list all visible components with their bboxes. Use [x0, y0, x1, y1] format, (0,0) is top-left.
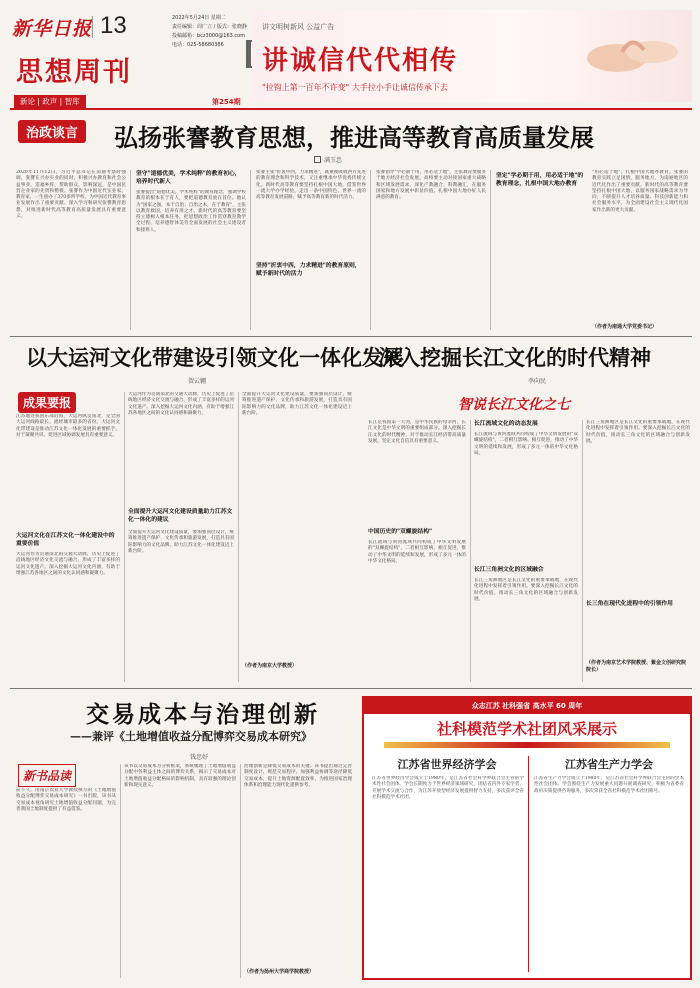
article1-author-note: （作者为南通大学党委书记）	[592, 324, 658, 330]
article2-title: 以大运河文化带建设引领文化一体化发展	[26, 346, 404, 370]
article2-col2: 大运河作为贯通南北的交通大动脉，历史上促进了沿线地区经济文化交流与融合，形成了丰富多样的运河文化遗产。深入挖掘大运河文化内涵，有助于增强江苏各地区之间的文化认同感和凝聚力。	[128, 392, 234, 416]
article3-col3: 长江三角洲地区是长江文化的重要承载地，在现代化进程中发挥着引领作用。要深入挖掘长江文化的时代价值，推动长三角文化的区域融合与创新发展。	[586, 420, 690, 444]
article1-title: 弘扬张謇教育思想，推进高等教育高质量发展	[114, 124, 594, 152]
article3-column-tag: 智说长江文化之七	[458, 397, 570, 413]
article4-col2: 该书以交易成本为分析框架，系统梳理了土地增值收益分配中各利益主体之间的博弈关系，揭示了交易成本对土地增值收益分配格局的影响机制，具有较强的理论创新和现实意义。	[124, 764, 236, 788]
meta-phone: 电话：025-58680386	[172, 42, 224, 48]
section-divider	[10, 688, 692, 689]
article1-subhead-2: 坚持"折衷中西，力求精进"的教育原则，赋予新时代的活力	[256, 263, 361, 277]
article3-subhead-4: 长三角在现代化进程中的引领作用	[586, 601, 673, 607]
article3-byline: 李向民	[528, 378, 547, 385]
col-divider	[120, 764, 121, 978]
box-title: 社科模范学术社团风采展示	[436, 720, 617, 738]
article2-col1: 江苏地处我国东部沿海，大运河纵贯南北，是全国大运河线路最长、流经城市最多的省份。大运河文化带建设是推动江苏文化一体化发展的重要抓手，对于凝聚共识、促进区域协调发展具有重要意义。	[16, 414, 120, 438]
org1-text: 江苏省世界经济学会成立于1980年，是江苏省社会科学界联合会主管的学术性社会团体。学会长期致力于世界经济领域研究，团结省内外专家学者，开展学术交流与合作，为江苏开放型经济发展提供智力支持，多次获评全省社科模范学术社团。	[372, 776, 524, 800]
article2-col3: 全面提升大运河文化建设质量，要加强顶层设计，统筹推进遗产保护、文化传承和旅游发展，打造具有国际影响力的文化品牌，助力江苏文化一体化建设迈上新台阶。	[242, 392, 352, 416]
article4-col1: 前不久，由南京农业大学教授撰写的《土地增值收益分配博弈交易成本研究》一书出版，该书从交易成本视角研究土地增值收益分配问题，为完善我国土地制度提供了有益借鉴。	[16, 788, 116, 812]
header-divider	[92, 16, 93, 38]
article2-subhead-2: 全面提升大运河文化建设质量助力江苏文化一体化的建议	[128, 509, 233, 523]
article3-title: 深入挖掘长江文化的时代精神	[378, 346, 651, 370]
meta-date: 2022年5月24日 星期二	[172, 15, 226, 21]
col-divider	[582, 420, 583, 682]
pinky-promise-hands-image	[582, 16, 682, 96]
article4-col3: 治理创新是降低交易成本的关键。该书提出通过完善制度设计、规范交易程序、加强利益协调等途径降低交易成本，提升土地资源配置效率，为推进国家治理体系和治理能力现代化提供参考。	[244, 764, 352, 788]
box-ribbon	[384, 742, 670, 748]
box-divider	[528, 756, 529, 972]
org2-text: 江苏省生产力学会成立于1980年，是江苏省社会科学界联合会主管的学术性社会团体。学会围绕生产力发展重大问题开展调查研究，积极为省委省政府决策提供咨询服务，多次荣获全省社科模范学术社团称号。	[534, 776, 684, 794]
article2-col2b: 全面提升大运河文化建设质量，要加强顶层设计，统筹推进遗产保护、文化传承和旅游发展，打造具有国际影响力的文化品牌，助力江苏文化一体化建设迈上新台阶。	[128, 530, 234, 554]
article4-author-note: （作者为扬州大学商学院教授）	[244, 969, 315, 975]
ad-banner	[252, 10, 692, 102]
meta-email: 投稿邮箱：bcz3000@163.com	[172, 33, 246, 39]
section-title: 思想周刊	[16, 57, 132, 88]
article1-col2: 张謇提出"道德优美，学术纯粹"的教育理念，强调学校教育的根本在于育人，要把道德教育放在首位。他认为"国家之强，本于自治；自治之本，在于教育"，主张以教育救国，培养有用之才。新时代的高等教育要坚持立德树人根本任务，把思想政治工作贯穿教育教学全过程，培养德智体美劳全面发展的社会主义建设者和接班人。	[136, 190, 246, 233]
org2-title: 江苏省生产力学会	[565, 758, 653, 771]
article3-col2b: 长江三角洲地区是长江文化的重要承载地，在现代化进程中发挥着引领作用。要深入挖掘长江文化的时代价值，推动长三角文化的区域融合与创新发展。	[474, 578, 578, 602]
article2-subhead-1: 大运河文化在江苏文化一体化建设中的重要价值	[16, 533, 115, 547]
article4-byline: 钱忠好	[190, 754, 209, 761]
article2-author-note: （作者为南京大学教授）	[242, 663, 298, 669]
col-divider	[238, 392, 239, 682]
article2-column-tag: 成果要报	[18, 392, 76, 413]
ad-title: 讲诚信代代相传	[262, 46, 459, 76]
article2-col1b: 大运河作为贯通南北的交通大动脉，历史上促进了沿线地区经济文化交流与融合，形成了丰富多样的运河文化遗产。深入挖掘大运河文化内涵，有助于增强江苏各地区之间的文化认同感和凝聚力。	[16, 552, 120, 576]
article1-col5: "用必适于地"，扎根中国大地办教育。张謇的教育实践立足国情，服务地方，为南通地区的近代化作出了重要贡献。新时代的高等教育要坚持扎根中国大地，以服务国家战略需求为导向，不断提升人才培养质量、科技创新能力和社会服务水平，为全面建设社会主义现代化国家作出新的更大贡献。	[592, 170, 688, 213]
article4-title: 交易成本与治理创新	[86, 702, 320, 728]
article3-subhead-2: 长江流域文化的动态发展	[474, 421, 538, 427]
article1-col4: 张謇倡导"学必期于用，用必适于地"，主张教育要服务于地方经济社会发展。高校要主动对接国家重大战略和区域发展需求，深化产教融合、科教融汇，在服务国家和地方发展中彰显价值，扎根中国大地办好人民满意的教育。	[376, 170, 486, 201]
section-nav: 新论 | 政声 | 智库	[14, 95, 86, 108]
header-rule	[10, 108, 692, 110]
col-divider	[124, 392, 125, 682]
article1-byline-icon	[314, 156, 321, 163]
col-divider	[130, 170, 131, 330]
article3-col1: 长江是我国第一大河，是中华民族的母亲河，长江文化是中华文明的重要组成部分。深入挖掘长江文化的时代精神，对于推动长江经济带高质量发展、坚定文化自信具有重要意义。	[368, 420, 466, 444]
article4-column-tag: 新书品读	[18, 764, 76, 787]
paper-name: 新华日报	[12, 18, 93, 40]
col-divider	[240, 764, 241, 978]
page-number: 13	[100, 12, 127, 39]
social-science-box	[362, 696, 692, 980]
article1-subhead-1: 坚守"道德优美，学术纯粹"的教育初心，培养时代新人	[136, 171, 241, 185]
ad-slogan: "拉钩上第一百年不许变" 大手拉小手让诚信传承下去	[262, 83, 448, 92]
col-divider	[370, 170, 371, 330]
article3-author-note: （作者为南京艺术学院教授、紫金文创研究院院长）	[586, 660, 687, 673]
col-divider	[250, 170, 251, 330]
article1-subhead-3: 坚定"学必期于用，用必适于地"的教育理念，扎根中国大地办教育	[496, 173, 584, 187]
ad-top-line: 讲文明树新风 公益广告	[262, 23, 335, 31]
article3-subhead-3: 长江三角洲文化的区域融合	[474, 567, 544, 573]
article1-column-tag: 治政谈言	[18, 120, 86, 143]
article3-subhead-1: 中国历史的"双螺旋结构"	[368, 529, 433, 535]
box-header: 众志江苏 社科强省 高水平 60 周年	[364, 698, 690, 714]
article1-col3: 张謇主张"折衷中西，力求精进"，既重视吸收西方先进的教育理念和科学技术，又注重继承中华优秀传统文化。新时代高等教育要坚持扎根中国大地，借鉴世界一流大学办学经验，走出一条中国特色、世界一流的高等教育发展道路，赋予高等教育新的时代活力。	[256, 170, 366, 201]
issue-number: 第254期	[212, 98, 241, 106]
col-divider	[470, 420, 471, 682]
col-divider	[490, 170, 491, 330]
section-divider	[10, 336, 692, 337]
meta-editor: 责任编辑：周广立 / 版式：张晓静	[172, 24, 247, 30]
article3-col2: 长江流域与黄河流域共同构成了中华文明发展的"双螺旋结构"，二者相互影响、相互促进，推动了中华文明的延续和发展，形成了多元一体的中华文化格局。	[474, 432, 578, 456]
org1-title: 江苏省世界经济学会	[397, 758, 497, 771]
article2-byline: 贺云翱	[188, 378, 207, 385]
article1-col1: 2020年11月12日，习近平总书记在南通考察时强调，张謇在兴办实业的同时，积极兴办教育和社会公益事业，造福乡梓，帮助群众，影响深远，是中国民营企业家的先贤和楷模。张謇作为中国近代实业家、教育家，一生创办了370多所学校，为中国近代教育事业发展作出了重要贡献。深入学习和研究张謇教育思想，对推进新时代高等教育高质量发展具有重要意义。	[16, 170, 126, 220]
article3-col1b: 长江流域与黄河流域共同构成了中华文明发展的"双螺旋结构"，二者相互影响、相互促进，推动了中华文明的延续和发展，形成了多元一体的中华文化格局。	[368, 540, 466, 564]
article4-subtitle: ——兼评《土地增值收益分配博弈交易成本研究》	[70, 730, 312, 743]
masthead	[0, 0, 700, 112]
article1-byline: 满玉忠	[324, 157, 343, 164]
